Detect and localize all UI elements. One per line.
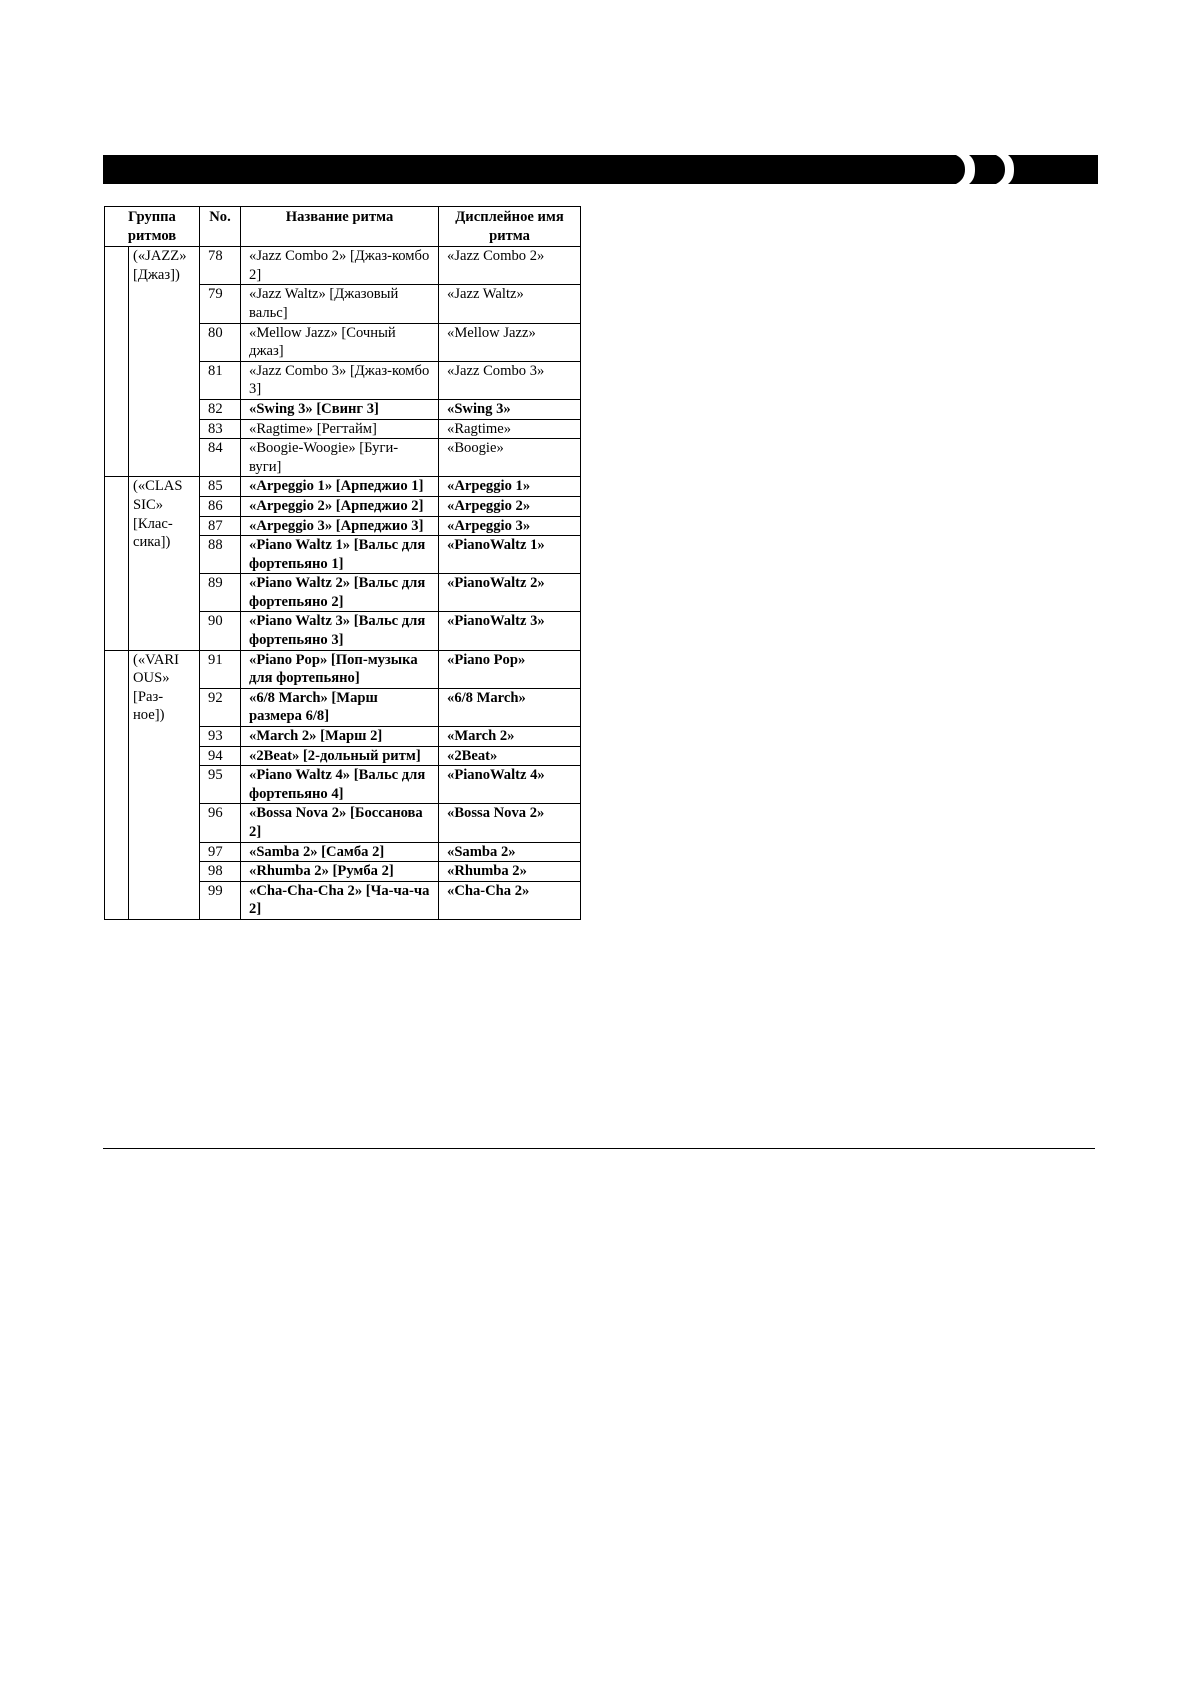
rhythm-no: 93 bbox=[200, 727, 241, 747]
rhythm-name: «Cha-Cha-Cha 2» [Ча-ча-ча 2] bbox=[241, 881, 439, 919]
rhythm-no: 91 bbox=[200, 650, 241, 688]
rhythm-name: «Bossa Nova 2» [Боссанова 2] bbox=[241, 804, 439, 842]
rhythm-no: 90 bbox=[200, 612, 241, 650]
rhythm-display-name: «PianoWaltz 4» bbox=[439, 766, 581, 804]
rhythm-display-name: «Arpeggio 2» bbox=[439, 496, 581, 516]
rhythm-name: «Mellow Jazz» [Сочный джаз] bbox=[241, 323, 439, 361]
rhythm-display-name: «Bossa Nova 2» bbox=[439, 804, 581, 842]
rhythm-display-name: «Arpeggio 1» bbox=[439, 477, 581, 497]
table-row bbox=[105, 247, 581, 285]
rhythm-no: 92 bbox=[200, 688, 241, 726]
rhythm-display-name: «Jazz Combo 2» bbox=[439, 247, 581, 285]
rhythm-display-name: «Rhumba 2» bbox=[439, 862, 581, 882]
rhythm-display-name: «Samba 2» bbox=[439, 842, 581, 862]
rhythm-no: 89 bbox=[200, 574, 241, 612]
rhythm-name: «Jazz Combo 3» [Джаз-комбо 3] bbox=[241, 361, 439, 399]
rhythm-no: 83 bbox=[200, 419, 241, 439]
rhythm-name: «Swing 3» [Свинг 3] bbox=[241, 399, 439, 419]
rhythm-display-name: «March 2» bbox=[439, 727, 581, 747]
rhythm-name: «Piano Pop» [Поп-музыка для фортепьяно] bbox=[241, 650, 439, 688]
rhythm-no: 88 bbox=[200, 536, 241, 574]
rhythm-table bbox=[104, 206, 581, 920]
rhythm-no: 95 bbox=[200, 766, 241, 804]
rhythm-display-name: «PianoWaltz 3» bbox=[439, 612, 581, 650]
header-bar bbox=[103, 155, 1098, 184]
rhythm-name: «6/8 March» [Марш размера 6/8] bbox=[241, 688, 439, 726]
rhythm-no: 96 bbox=[200, 804, 241, 842]
rhythm-display-name: «Ragtime» bbox=[439, 419, 581, 439]
rhythm-name: «Arpeggio 1» [Арпеджио 1] bbox=[241, 477, 439, 497]
table-row bbox=[105, 477, 581, 497]
rhythm-no: 87 bbox=[200, 516, 241, 536]
group-label: («JAZZ» [Джаз]) bbox=[129, 247, 200, 477]
rhythm-display-name: «Boogie» bbox=[439, 439, 581, 477]
group-label: («CLAS SIC» [Клас- сика]) bbox=[129, 477, 200, 650]
rhythm-display-name: «Jazz Combo 3» bbox=[439, 361, 581, 399]
rhythm-name: «Piano Waltz 3» [Вальс для фортепьяно 3] bbox=[241, 612, 439, 650]
rhythm-name: «Arpeggio 3» [Арпеджио 3] bbox=[241, 516, 439, 536]
rhythm-name: «Samba 2» [Самба 2] bbox=[241, 842, 439, 862]
header-name: Название ритма bbox=[241, 207, 439, 247]
rhythm-no: 85 bbox=[200, 477, 241, 497]
group-spacer bbox=[105, 477, 129, 650]
rhythm-no: 86 bbox=[200, 496, 241, 516]
rhythm-name: «Rhumba 2» [Румба 2] bbox=[241, 862, 439, 882]
rhythm-no: 94 bbox=[200, 746, 241, 766]
rhythm-name: «March 2» [Марш 2] bbox=[241, 727, 439, 747]
header-group: Группа ритмов bbox=[105, 207, 200, 247]
rhythm-display-name: «Jazz Waltz» bbox=[439, 285, 581, 323]
group-spacer bbox=[105, 247, 129, 477]
rhythm-display-name: «PianoWaltz 1» bbox=[439, 536, 581, 574]
rhythm-display-name: «Cha-Cha 2» bbox=[439, 881, 581, 919]
bottom-rule bbox=[103, 1148, 1095, 1149]
rhythm-no: 84 bbox=[200, 439, 241, 477]
rhythm-no: 81 bbox=[200, 361, 241, 399]
rhythm-no: 98 bbox=[200, 862, 241, 882]
rhythm-name: «Piano Waltz 4» [Вальс для фортепьяно 4] bbox=[241, 766, 439, 804]
rhythm-no: 79 bbox=[200, 285, 241, 323]
group-label: («VARI OUS» [Раз- ное]) bbox=[129, 650, 200, 919]
rhythm-display-name: «Swing 3» bbox=[439, 399, 581, 419]
header-display: Дисплейное имя ритма bbox=[439, 207, 581, 247]
rhythm-name: «Piano Waltz 1» [Вальс для фортепьяно 1] bbox=[241, 536, 439, 574]
header-no: No. bbox=[200, 207, 241, 247]
rhythm-name: «Jazz Combo 2» [Джаз-комбо 2] bbox=[241, 247, 439, 285]
rhythm-no: 80 bbox=[200, 323, 241, 361]
rhythm-name: «Ragtime» [Регтайм] bbox=[241, 419, 439, 439]
rhythm-no: 78 bbox=[200, 247, 241, 285]
rhythm-name: «2Beat» [2-дольный ритм] bbox=[241, 746, 439, 766]
rhythm-display-name: «6/8 March» bbox=[439, 688, 581, 726]
rhythm-no: 99 bbox=[200, 881, 241, 919]
rhythm-display-name: «Mellow Jazz» bbox=[439, 323, 581, 361]
group-spacer bbox=[105, 650, 129, 919]
rhythm-display-name: «PianoWaltz 2» bbox=[439, 574, 581, 612]
rhythm-no: 97 bbox=[200, 842, 241, 862]
rhythm-display-name: «Arpeggio 3» bbox=[439, 516, 581, 536]
rhythm-name: «Jazz Waltz» [Джазовый вальс] bbox=[241, 285, 439, 323]
table-header-row bbox=[105, 207, 581, 247]
rhythm-display-name: «Piano Pop» bbox=[439, 650, 581, 688]
rhythm-name: «Arpeggio 2» [Арпеджио 2] bbox=[241, 496, 439, 516]
rhythm-display-name: «2Beat» bbox=[439, 746, 581, 766]
rhythm-name: «Boogie-Woogie» [Буги-вуги] bbox=[241, 439, 439, 477]
table-row bbox=[105, 650, 581, 688]
rhythm-no: 82 bbox=[200, 399, 241, 419]
rhythm-name: «Piano Waltz 2» [Вальс для фортепьяно 2] bbox=[241, 574, 439, 612]
